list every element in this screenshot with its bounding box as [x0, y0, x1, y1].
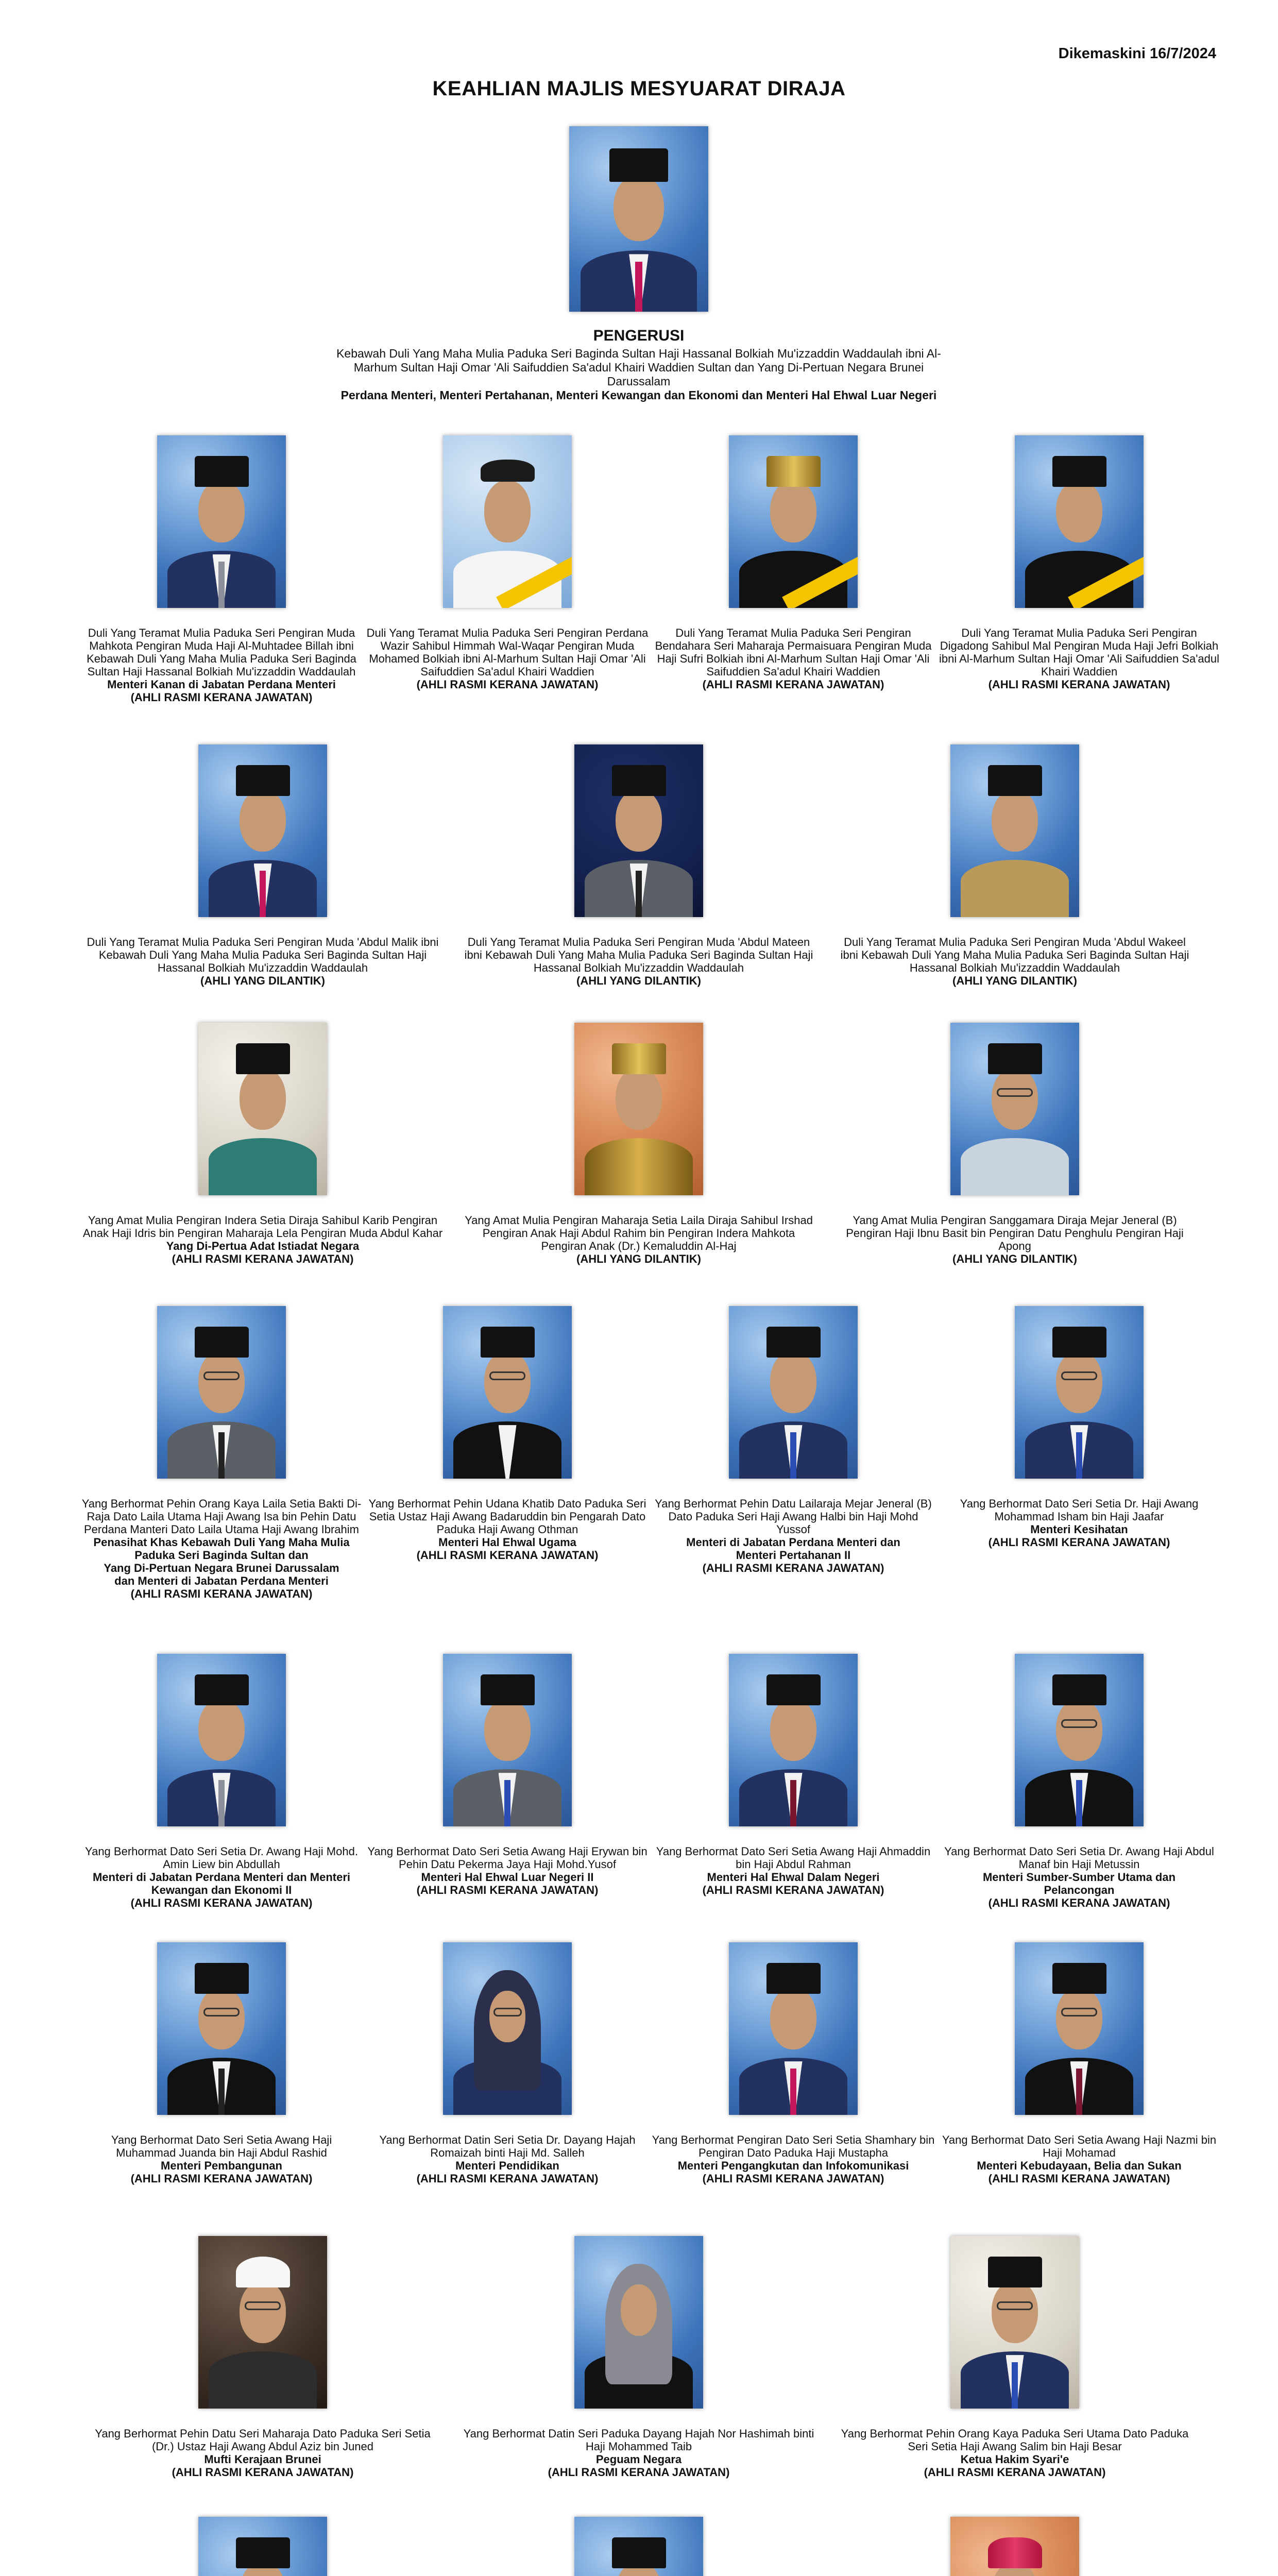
- page-title: KEAHLIAN MAJLIS MESYUARAT DIRAJA: [432, 77, 846, 100]
- member-card: [82, 2236, 443, 2479]
- member-name: Duli Yang Teramat Mulia Paduka Seri Pengiran Bendahara Seri Maharaja Permaisuara Pengiran Muda Haji Sufri Bolkiah ibni Al-Marhum Sultan Haji Omar 'Ali Saifuddien Sa'adul Khairi Waddien: [655, 626, 932, 678]
- member-photo: [950, 744, 1079, 917]
- member-role: Menteri Sumber-Sumber Utama dan Pelancongan (AHLI RASMI KERANA JAWATAN): [982, 1871, 1176, 1909]
- member-name: Yang Berhormat Dato Seri Setia Awang Haji Nazmi bin Haji Mohamad: [942, 2133, 1217, 2159]
- member-photo: [157, 1654, 286, 1826]
- member-role: (AHLI YANG DILANTIK): [952, 1252, 1077, 1265]
- member-card: [938, 1654, 1221, 1909]
- member-photo: [157, 1306, 286, 1479]
- member-name: Yang Berhormat Pehin Datu Lailaraja Mejar Jeneral (B) Dato Paduka Seri Haji Awang Halbi bin Haji Mohd Yussof: [655, 1497, 932, 1536]
- member-name: Duli Yang Teramat Mulia Paduka Seri Pengiran Muda Mahkota Pengiran Muda Haji Al-Muhtadee Billah ibni Kebawah Duli Yang Maha Mulia Paduka Seri Baginda Sultan Haji Hassanal Bolkiah Mu'izzaddin Waddaulah: [87, 626, 356, 678]
- member-name: Duli Yang Teramat Mulia Paduka Seri Pengiran Digadong Sahibul Mal Pengiran Muda Haji Jefri Bolkiah ibni Al-Marhum Sultan Haji Omar 'Ali Saifuddien Sa'adul Khairi Waddien: [939, 626, 1219, 678]
- member-photo: [157, 1942, 286, 2115]
- member-name: Yang Berhormat Pengiran Dato Seri Setia Shamhary bin Pengiran Dato Paduka Haji Mustapha: [652, 2133, 935, 2159]
- member-name: Yang Berhormat Dato Seri Setia Awang Haji Erywan bin Pehin Datu Pekerma Jaya Haji Mohd.Yusof: [367, 1845, 647, 1871]
- member-photo: [198, 744, 327, 917]
- member-name: Yang Berhormat Pehin Datu Seri Maharaja Dato Paduka Seri Setia (Dr.) Ustaz Haji Awang Abdul Aziz bin Juned: [95, 2427, 431, 2453]
- member-name: Yang Berhormat Pehin Orang Kaya Paduka Seri Utama Dato Paduka Seri Setia Haji Awang Salim bin Haji Besar: [841, 2427, 1189, 2453]
- member-card: [366, 1306, 649, 1562]
- member-card: [366, 1654, 649, 1896]
- member-photo: [443, 435, 572, 608]
- member-role: Menteri Pengangkutan dan Infokomunikasi (AHLI RASMI KERANA JAWATAN): [677, 2159, 909, 2185]
- member-role: Menteri di Jabatan Perdana Menteri dan Menteri Pertahanan II (AHLI RASMI KERANA JAWATAN): [686, 1536, 900, 1574]
- member-role: Peguam Negara (AHLI RASMI KERANA JAWATAN): [548, 2453, 730, 2479]
- last-updated-date: Dikemaskini 16/7/2024: [1058, 45, 1216, 62]
- member-name: Yang Amat Mulia Pengiran Indera Setia Diraja Sahibul Karib Pengiran Anak Haji Idris bin Pengiran Maharaja Lela Pengiran Muda Abdul Kahar: [82, 1214, 443, 1240]
- member-name: Yang Berhormat Pehin Orang Kaya Laila Setia Bakti Di-Raja Dato Laila Utama Haji Awang Isa bin Pehin Datu Perdana Manteri Dato Laila Utama Haji Awang Ibrahim: [81, 1497, 362, 1536]
- member-photo: [443, 1306, 572, 1479]
- member-photo: [950, 1023, 1079, 1195]
- member-role: (AHLI RASMI KERANA JAWATAN): [416, 678, 599, 691]
- member-photo: [729, 1306, 858, 1479]
- chairman-photo: [569, 126, 708, 312]
- member-role: Menteri Hal Ehwal Luar Negeri II (AHLI RASMI KERANA JAWATAN): [416, 1871, 599, 1896]
- member-photo: [198, 2517, 327, 2576]
- member-photo: [574, 744, 703, 917]
- member-card: [366, 1942, 649, 2185]
- member-role: (AHLI YANG DILANTIK): [952, 974, 1077, 987]
- member-card: [82, 2517, 443, 2576]
- member-role: Menteri Pendidikan (AHLI RASMI KERANA JAWATAN): [416, 2159, 599, 2185]
- member-card: [938, 1942, 1221, 2185]
- member-card: [80, 1942, 363, 2185]
- member-photo: [574, 1023, 703, 1195]
- member-photo: [574, 2236, 703, 2409]
- member-role: (AHLI RASMI KERANA JAWATAN): [988, 678, 1170, 691]
- member-card: [458, 2517, 819, 2576]
- member-name: Yang Berhormat Dato Seri Setia Dr. Awang Haji Mohd. Amin Liew bin Abdullah: [85, 1845, 358, 1871]
- member-card: [938, 1306, 1221, 1549]
- member-card: [652, 435, 935, 691]
- member-card: [652, 1306, 935, 1574]
- member-role: Menteri Kebudayaan, Belia dan Sukan (AHLI RASMI KERANA JAWATAN): [977, 2159, 1182, 2185]
- member-card: [82, 744, 443, 987]
- member-photo: [950, 2236, 1079, 2409]
- member-role: (AHLI RASMI KERANA JAWATAN): [702, 678, 884, 691]
- member-role: Mufti Kerajaan Brunei (AHLI RASMI KERANA JAWATAN): [172, 2453, 354, 2479]
- chairman-card: [330, 126, 948, 402]
- member-name: Yang Berhormat Dato Seri Setia Dr. Haji Awang Mohammad Isham bin Haji Jaafar: [960, 1497, 1199, 1523]
- member-card: [834, 2236, 1195, 2479]
- member-name: Yang Amat Mulia Pengiran Maharaja Setia Laila Diraja Sahibul Irshad Pengiran Anak Haji Abdul Rahim bin Pengiran Indera Mahkota Pengiran Anak (Dr.) Kemaluddin Al-Haj: [465, 1214, 813, 1252]
- member-name: Yang Amat Mulia Pengiran Sanggamara Diraja Mejar Jeneral (B) Pengiran Haji Ibnu Basit bin Pengiran Datu Penghulu Pengiran Haji Apong: [846, 1214, 1184, 1252]
- member-photo: [443, 1654, 572, 1826]
- member-name: Duli Yang Teramat Mulia Paduka Seri Pengiran Muda 'Abdul Mateen ibni Kebawah Duli Yang Maha Mulia Paduka Seri Baginda Sultan Haji Hassanal Bolkiah Mu'izzaddin Waddaulah: [464, 936, 813, 974]
- member-photo: [729, 1654, 858, 1826]
- member-name: Yang Berhormat Datin Seri Setia Dr. Dayang Hajah Romaizah binti Haji Md. Salleh: [379, 2133, 636, 2159]
- member-photo: [443, 1942, 572, 2115]
- member-card: [458, 2236, 819, 2479]
- member-photo: [157, 435, 286, 608]
- member-card: [80, 1654, 363, 1909]
- member-name: Duli Yang Teramat Mulia Paduka Seri Pengiran Muda 'Abdul Malik ibni Kebawah Duli Yang Maha Mulia Paduka Seri Baginda Sultan Haji Hassanal Bolkiah Mu'izzaddin Waddaulah: [87, 936, 439, 974]
- member-name: Yang Berhormat Dato Seri Setia Awang Haji Ahmaddin bin Haji Abdul Rahman: [656, 1845, 931, 1871]
- member-photo: [1015, 1654, 1144, 1826]
- chairman-role: Perdana Menteri, Menteri Pertahanan, Menteri Kewangan dan Ekonomi dan Menteri Hal Ehwal Luar Negeri: [340, 388, 937, 402]
- member-name: Yang Berhormat Dato Seri Setia Dr. Awang Haji Abdul Manaf bin Haji Metussin: [944, 1845, 1214, 1871]
- member-photo: [574, 2517, 703, 2576]
- member-name: Duli Yang Teramat Mulia Paduka Seri Pengiran Perdana Wazir Sahibul Himmah Wal-Waqar Pengiran Muda Mohamed Bolkiah ibni Al-Marhum Sultan Haji Omar 'Ali Saifuddien Sa'adul Khairi Waddien: [366, 626, 649, 678]
- member-card: [366, 435, 649, 691]
- member-name: Yang Berhormat Pehin Udana Khatib Dato Paduka Seri Setia Ustaz Haji Awang Badaruddin bin Pengarah Dato Paduka Haji Awang Othman: [368, 1497, 646, 1536]
- member-role: (AHLI YANG DILANTIK): [576, 1252, 701, 1265]
- member-photo: [729, 435, 858, 608]
- member-name: Duli Yang Teramat Mulia Paduka Seri Pengiran Muda 'Abdul Wakeel ibni Kebawah Duli Yang Maha Mulia Paduka Seri Baginda Sultan Haji Hassanal Bolkiah Mu'izzaddin Waddaulah: [840, 936, 1189, 974]
- member-role: Menteri di Jabatan Perdana Menteri dan Menteri Kewangan dan Ekonomi II (AHLI RASMI KERANA JAWATAN): [92, 1871, 350, 1909]
- member-photo: [950, 2517, 1079, 2576]
- member-card: [652, 1942, 935, 2185]
- member-card: [834, 744, 1195, 987]
- member-photo: [729, 1942, 858, 2115]
- chairman-label: PENGERUSI: [593, 327, 685, 344]
- member-card: [458, 1023, 819, 1265]
- member-card: [82, 1023, 443, 1265]
- member-card: [80, 435, 363, 704]
- member-card: [652, 1654, 935, 1896]
- member-role: Menteri Kanan di Jabatan Perdana Menteri (AHLI RASMI KERANA JAWATAN): [107, 678, 336, 704]
- member-card: [80, 1306, 363, 1600]
- member-name: Yang Berhormat Datin Seri Paduka Dayang Hajah Nor Hashimah binti Haji Mohammed Taib: [463, 2427, 814, 2453]
- member-role: Menteri Kesihatan (AHLI RASMI KERANA JAWATAN): [988, 1523, 1170, 1549]
- member-card: [458, 744, 819, 987]
- member-role: Ketua Hakim Syari'e (AHLI RASMI KERANA JAWATAN): [924, 2453, 1106, 2479]
- member-role: Menteri Pembangunan (AHLI RASMI KERANA JAWATAN): [130, 2159, 313, 2185]
- member-card: [834, 2517, 1195, 2576]
- member-photo: [198, 1023, 327, 1195]
- member-photo: [198, 2236, 327, 2409]
- member-photo: [1015, 435, 1144, 608]
- member-name: Yang Berhormat Dato Seri Setia Awang Haji Muhammad Juanda bin Haji Abdul Rashid: [111, 2133, 332, 2159]
- member-role: (AHLI YANG DILANTIK): [576, 974, 701, 987]
- member-card: [834, 1023, 1195, 1265]
- member-role: Menteri Hal Ehwal Ugama (AHLI RASMI KERANA JAWATAN): [416, 1536, 599, 1562]
- member-card: [938, 435, 1221, 691]
- member-photo: [1015, 1306, 1144, 1479]
- member-photo: [1015, 1942, 1144, 2115]
- member-role: (AHLI YANG DILANTIK): [200, 974, 325, 987]
- member-role: Menteri Hal Ehwal Dalam Negeri (AHLI RASMI KERANA JAWATAN): [702, 1871, 884, 1896]
- member-role: Yang Di-Pertua Adat Istiadat Negara (AHLI RASMI KERANA JAWATAN): [166, 1240, 360, 1265]
- chairman-name: Kebawah Duli Yang Maha Mulia Paduka Seri Baginda Sultan Haji Hassanal Bolkiah Mu'izzaddin Waddaulah ibni Al-Marhum Sultan Haji Omar 'Ali Saifuddien Sa'adul Khairi Waddien Sultan dan Yang Di-Pertuan Negara Brunei Darussalam: [336, 347, 941, 388]
- member-role: Penasihat Khas Kebawah Duli Yang Maha Mulia Paduka Seri Baginda Sultan dan Yang Di-Pertuan Negara Brunei Darussalam dan Menteri di Jabatan Perdana Menteri (AHLI RASMI KERANA JAWATAN): [93, 1536, 350, 1600]
